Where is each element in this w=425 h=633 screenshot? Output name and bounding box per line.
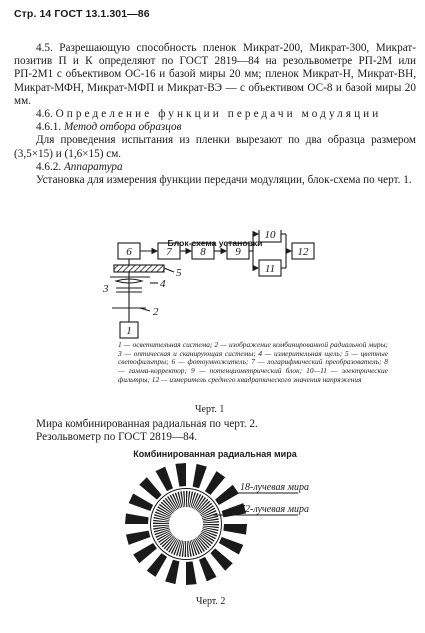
svg-text:3: 3 <box>103 283 109 295</box>
outer-ray <box>199 557 217 581</box>
inner-ray <box>203 524 219 525</box>
outer-ray <box>210 548 232 570</box>
body-text-2 <box>14 418 416 444</box>
outer-ray <box>186 561 197 585</box>
outer-ray <box>139 477 161 499</box>
inner-ray <box>180 491 184 507</box>
inner-ray <box>186 491 187 507</box>
figure2-title: Комбинированная радиальная мира <box>133 449 297 459</box>
block-label-12: 12 <box>297 246 309 258</box>
section-title-apparatus: Аппаратура <box>63 160 123 173</box>
block-label-6: 6 <box>126 246 132 258</box>
outer-ray <box>126 531 150 545</box>
section-number: 4.6. <box>36 108 53 121</box>
outer-ray <box>165 560 179 584</box>
paragraph-mira: Мира комбинированная радиальная по черт. 2. <box>36 418 258 430</box>
paragraph-4-6 <box>14 108 416 121</box>
figure1-legend <box>118 341 388 385</box>
paragraph-4-5: 4.5. Разрешающую способность пленок Микрат-200, Микрат-300, Микрат-позитив П и К определяют по ГОСТ 2819—84 на резольвометре РП-2М или РП-2М1 с объективом ОС-16 и базой миры 20 мм; пленок Микрат-Н, Микрат-ВН, Микрат-МФН, Микрат-МФП и Микрат-ВЭ — с объективом ОС-8 и базой миры 20 мм. <box>14 42 416 107</box>
section-title-mtf: Определение функции передачи модуляции <box>55 108 382 121</box>
label-72-ray: 72-лучевая мира <box>240 504 310 515</box>
block-label-9: 9 <box>235 246 241 258</box>
paragraph-resolvometer: Резольвометр по ГОСТ 2819—84. <box>36 431 198 444</box>
paragraph-4-6-1 <box>14 121 416 134</box>
radial-test-chart <box>0 462 425 592</box>
inner-ray <box>188 541 192 557</box>
block-label-7: 7 <box>166 246 172 258</box>
outer-ray <box>215 485 239 505</box>
inner-ray <box>153 526 169 530</box>
paragraph-setup: Установка для измерения функции передачи модуляции, блок-схема по черт. 1. <box>36 174 412 187</box>
inner-ray <box>203 518 219 522</box>
outer-ray <box>193 464 207 488</box>
block-label-1: 1 <box>126 325 132 337</box>
mira-rays <box>125 463 247 585</box>
figure1-title: Блок-схема установки <box>167 238 263 248</box>
svg-text:2: 2 <box>153 306 159 318</box>
outer-ray <box>133 543 157 563</box>
legend-text: 1 — осветительная система; 2 — изображение комбинированной радиальной миры; 3 — оптическая и сканирующая системы; 4 — измерительная щель; 5 — цветные светофильтры; 6 — фотоумножитель; 7 — логарифмический преобразователь; 8 — гамма-корректор; 9 — потенциометрический блок; 10—11 — электрические фильтры; 12 — измеритель среднего квадратического значения напряжения <box>118 340 388 384</box>
outer-ray <box>125 513 149 524</box>
outer-ray <box>129 494 153 512</box>
paragraph-sample-size: Для проведения испытания из пленки вырезают по два образца размером (3,5×15) и (1,6×15) см. <box>14 134 416 160</box>
block-label-8: 8 <box>200 246 206 258</box>
section-number: 4.6.2. <box>36 160 62 173</box>
outer-ray <box>147 553 167 577</box>
page-header: Стр. 14 ГОСТ 13.1.301—86 <box>14 8 150 20</box>
section-title-sampling: Метод отбора образцов <box>63 121 182 134</box>
paragraph-4-6-2 <box>14 161 416 174</box>
body-text <box>14 42 416 187</box>
block-label-11: 11 <box>264 263 276 275</box>
outer-ray <box>175 463 186 487</box>
outer-ray <box>205 471 225 495</box>
figure1-caption: Черт. 1 <box>195 404 225 415</box>
inner-ray <box>185 541 186 557</box>
inner-ray <box>153 523 169 524</box>
outer-ray <box>156 467 174 491</box>
label-18-ray: 18-лучевая мира <box>240 482 310 493</box>
section-number: 4.6.1. <box>36 121 62 134</box>
svg-text:4: 4 <box>160 278 166 290</box>
svg-text:5: 5 <box>176 267 182 279</box>
figure2-caption: Черт. 2 <box>196 596 226 607</box>
block-label-10: 10 <box>264 230 276 241</box>
outer-ray <box>223 524 247 535</box>
outer-ray <box>219 537 243 555</box>
